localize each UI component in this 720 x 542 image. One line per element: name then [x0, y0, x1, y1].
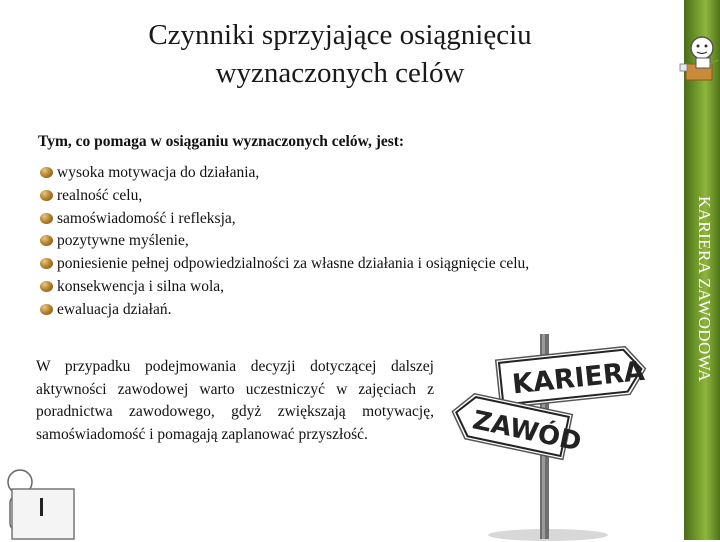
- body-paragraph: W przypadku podejmowania decyzji dotyczącej dalszej aktywności zawodowej warto uczestniczyć w zajęciach z poradnictwa zawodowego, gdyż zwiększają motywację, samoświadomość i pomagają zaplanować przyszłość.: [36, 358, 434, 443]
- sidebar-label: KARIERA ZAWODOWA: [695, 196, 714, 382]
- list-item: poniesienie pełnej odpowiedzialności za własne działania i osiągnięcie celu,: [38, 253, 529, 276]
- factors-list: [38, 162, 529, 322]
- bullet-icon: [40, 167, 53, 178]
- list-item: realność celu,: [38, 185, 529, 208]
- slide-title: Czynniki sprzyjające osiągnięciu wyznaczonych celów: [148, 19, 532, 89]
- bullet-icon: [40, 258, 53, 269]
- bullet-icon: [40, 304, 53, 315]
- list-item: konsekwencja i silna wola,: [38, 276, 529, 299]
- bullet-icon: [40, 235, 53, 246]
- list-item: samoświadomość i refleksja,: [38, 208, 529, 231]
- bullet-icon: [40, 190, 53, 201]
- intro-heading: Tym, co pomaga w osiąganiu wyznaczonych celów, jest:: [38, 133, 405, 150]
- bullet-icon: [40, 213, 53, 224]
- list-item: ewaluacja działań.: [38, 299, 529, 322]
- list-item: pozytywne myślenie,: [38, 230, 529, 253]
- sign-zawod-label: ZAWÓD: [469, 405, 584, 458]
- person-with-sign-icon: [676, 34, 720, 82]
- person-at-board-icon: [0, 468, 76, 540]
- signpost-image: [450, 330, 650, 542]
- list-item: wysoka motywacja do działania,: [38, 162, 529, 185]
- bullet-icon: [40, 281, 53, 292]
- sign-kariera-label: KARIERA: [510, 355, 647, 401]
